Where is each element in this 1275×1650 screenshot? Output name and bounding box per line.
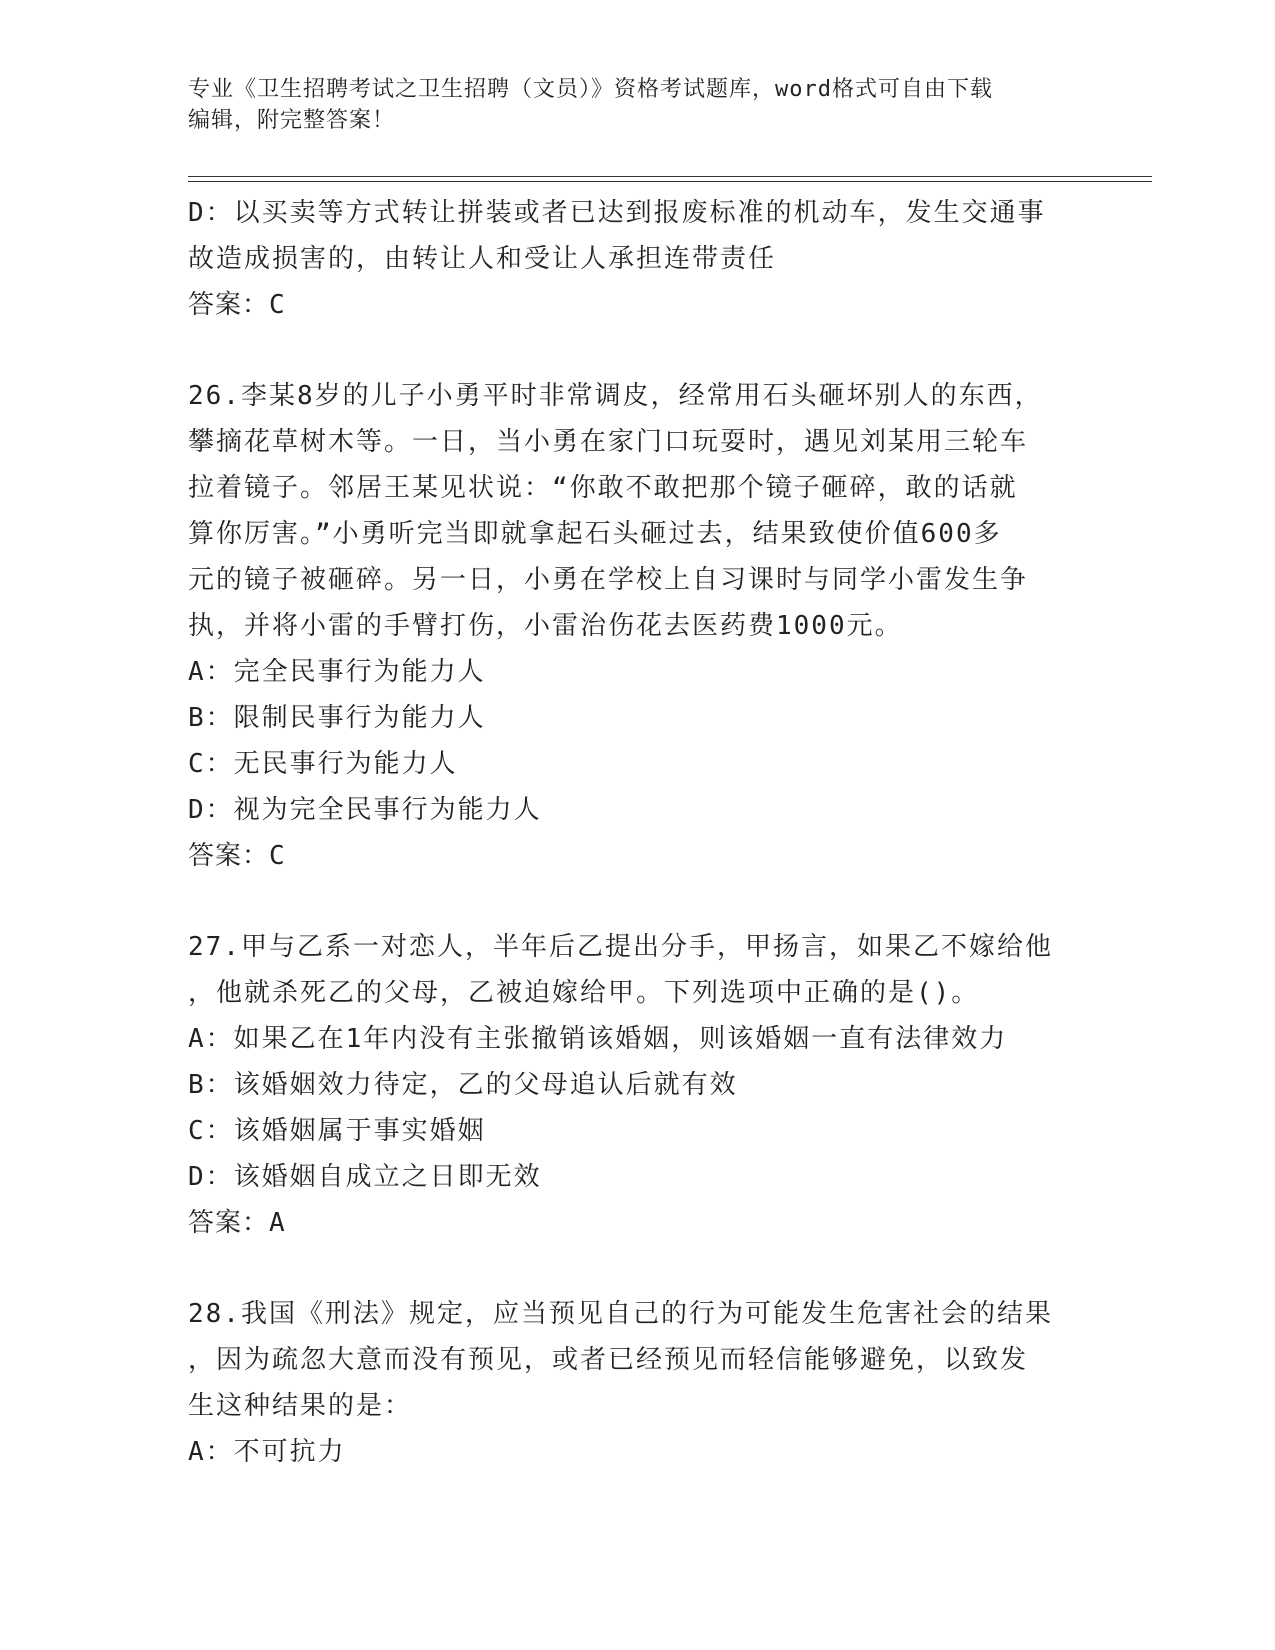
question-list — [188, 190, 1088, 1475]
header-divider-top — [188, 176, 1152, 177]
document-header — [188, 74, 1068, 136]
question-stem-line: 拉着镜子。邻居王某见状说：“你敢不敢把那个镜子砸碎，敢的话就 — [188, 473, 1018, 503]
question-28 — [188, 1291, 1088, 1475]
question-stem-line: ，因为疏忽大意而没有预见，或者已经预见而轻信能够避免，以致发 — [188, 1345, 1029, 1375]
answer: 答案：C — [188, 290, 286, 320]
spacer — [188, 1246, 1088, 1291]
option-b: B：该婚姻效力待定，乙的父母追认后就有效 — [188, 1070, 738, 1100]
option-c: C：该婚姻属于事实婚姻 — [188, 1116, 486, 1146]
answer: 答案：C — [188, 841, 286, 871]
answer: 答案：A — [188, 1208, 286, 1238]
question-stem-line: 26.李某8岁的儿子小勇平时非常调皮，经常用石头砸坏别人的东西， — [188, 381, 1043, 411]
question-stem-line: 执，并将小雷的手臂打伤，小雷治伤花去医药费1000元。 — [188, 611, 903, 641]
question-25-tail — [188, 190, 1088, 328]
question-26 — [188, 373, 1088, 879]
spacer — [188, 879, 1088, 924]
question-stem-line: 元的镜子被砸碎。另一日，小勇在学校上自习课时与同学小雷发生争 — [188, 565, 1029, 595]
option-d: D：视为完全民事行为能力人 — [188, 795, 542, 825]
option-b: B：限制民事行为能力人 — [188, 703, 486, 733]
question-stem-line: 28.我国《刑法》规定，应当预见自己的行为可能发生危害社会的结果 — [188, 1299, 1053, 1329]
question-stem-line: 27.甲与乙系一对恋人，半年后乙提出分手，甲扬言，如果乙不嫁给他 — [188, 932, 1053, 962]
question-27 — [188, 924, 1088, 1246]
option-d: D：该婚姻自成立之日即无效 — [188, 1162, 542, 1192]
header-line-2: 编辑，附完整答案！ — [188, 108, 396, 133]
question-stem-line: 生这种结果的是： — [188, 1391, 413, 1421]
header-divider-bottom — [188, 181, 1152, 182]
option-a: A：完全民事行为能力人 — [188, 657, 486, 687]
option-a: A：不可抗力 — [188, 1437, 346, 1467]
question-stem-line: ，他就杀死乙的父母，乙被迫嫁给甲。下列选项中正确的是()。 — [188, 978, 980, 1008]
option-d-line-1: D：以买卖等方式转让拼装或者已达到报废标准的机动车，发生交通事 — [188, 198, 1046, 228]
spacer — [188, 328, 1088, 373]
option-c: C：无民事行为能力人 — [188, 749, 458, 779]
header-line-1: 专业《卫生招聘考试之卫生招聘（文员）》资格考试题库，word格式可自由下载 — [188, 77, 993, 102]
option-d-line-2: 故造成损害的，由转让人和受让人承担连带责任 — [188, 244, 777, 274]
option-a: A：如果乙在1年内没有主张撤销该婚姻，则该婚姻一直有法律效力 — [188, 1024, 1008, 1054]
question-stem-line: 算你厉害。”小勇听完当即就拿起石头砸过去，结果致使价值600多 — [188, 519, 1002, 549]
question-stem-line: 攀摘花草树木等。一日，当小勇在家门口玩耍时，遇见刘某用三轮车 — [188, 427, 1029, 457]
